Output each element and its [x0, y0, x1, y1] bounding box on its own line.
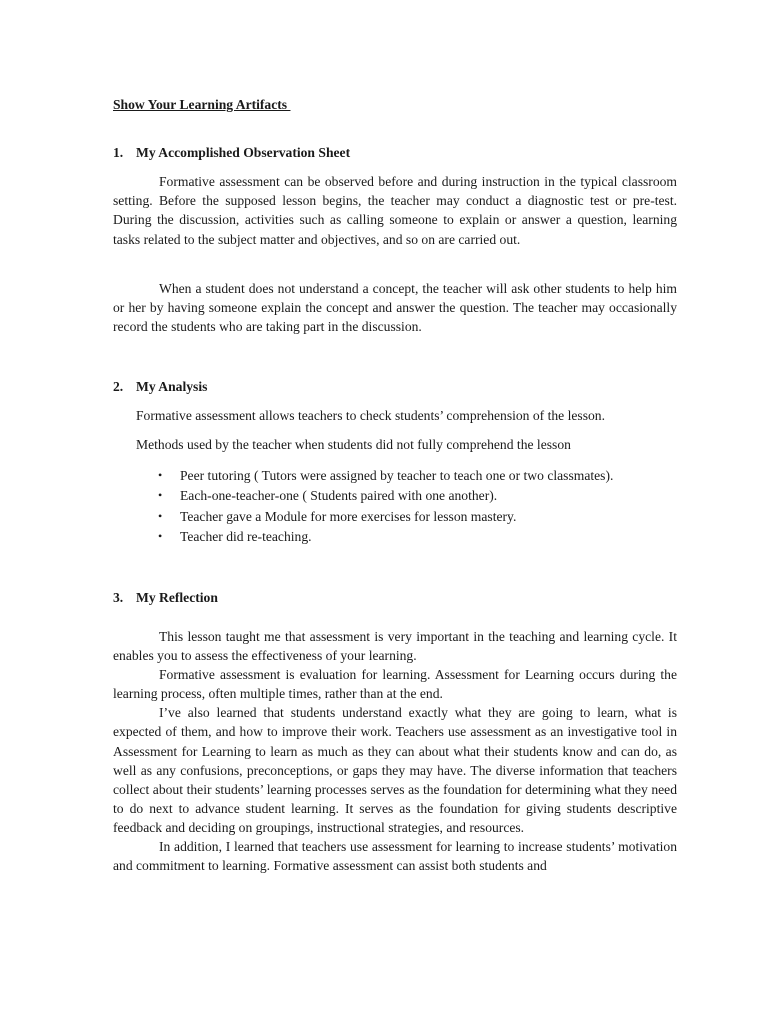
section-title: My Reflection	[136, 590, 218, 605]
list-item	[155, 507, 613, 527]
document-title: Show Your Learning Artifacts	[113, 97, 291, 112]
observation-paragraph-1: Formative assessment can be observed before and during instruction in the typical classroom setting. Before the supposed lesson begins, the teacher may conduct a diagnostic test or pre-test. During the discussion, activities such as calling someone to explain or answer a question, learning tasks related to the subject matter and objectives, and so on are carried out.	[113, 174, 677, 247]
bullet-icon: •	[158, 508, 163, 523]
analysis-line-2: Methods used by the teacher when students did not fully comprehend the lesson	[136, 437, 571, 452]
section-heading-reflection	[113, 588, 218, 607]
bullet-icon: •	[158, 468, 163, 482]
list-item-text: Peer tutoring ( Tutors were assigned by teacher to teach one or two classmates).	[180, 468, 614, 483]
section-number: 1.	[113, 145, 124, 160]
observation-paragraph-2: When a student does not understand a concept, the teacher will ask other students to help him or her by having someone explain the concept and answer the question. The teacher may occasionally record the students who are taking part in the discussion.	[113, 281, 677, 335]
reflection-body	[113, 627, 677, 875]
reflection-paragraph-3: I’ve also learned that students understand exactly what they are going to learn, what is expected of them, and how to improve their work. Teachers use assessment as an investigative tool in Assessment for Learning to learn as much as they can about what their students know and can do, as well as any confusions, preconceptions, or gaps they may have. The diverse information that teachers collect about their students’ learning processes serves as the foundation for determining what they need to do next to advance student learning. It serves as the foundation for giving students descriptive feedback and deciding on groupings, instructional strategies, and resources.	[113, 705, 677, 835]
list-item	[155, 466, 613, 486]
section-heading-observation	[113, 143, 350, 162]
section-heading-analysis	[113, 377, 207, 396]
section-title: My Accomplished Observation Sheet	[136, 145, 351, 160]
bullet-icon: •	[158, 488, 163, 503]
section-title: My Analysis	[136, 379, 208, 394]
methods-bullet-list	[155, 466, 613, 548]
bullet-icon: •	[158, 529, 163, 544]
list-item-text: Teacher did re-teaching.	[180, 529, 312, 545]
section-number: 2.	[113, 379, 124, 394]
reflection-paragraph-1: This lesson taught me that assessment is very important in the teaching and learning cycle. It enables you to assess the effectiveness of your learning.	[113, 629, 677, 664]
list-item	[155, 527, 613, 547]
list-item-text: Teacher gave a Module for more exercises for lesson mastery.	[180, 508, 517, 524]
reflection-paragraph-4: In addition, I learned that teachers use assessment for learning to increase students’ motivation and commitment to learning. Formative assessment can assist both students and	[113, 839, 677, 874]
list-item	[155, 486, 613, 506]
list-item-text: Each-one-teacher-one ( Students paired with one another).	[180, 488, 498, 504]
section-number: 3.	[113, 590, 124, 605]
analysis-line-1: Formative assessment allows teachers to check students’ comprehension of the lesson.	[136, 408, 605, 423]
reflection-paragraph-2: Formative assessment is evaluation for learning. Assessment for Learning occurs during the learning process, often multiple times, rather than at the end.	[113, 667, 677, 702]
